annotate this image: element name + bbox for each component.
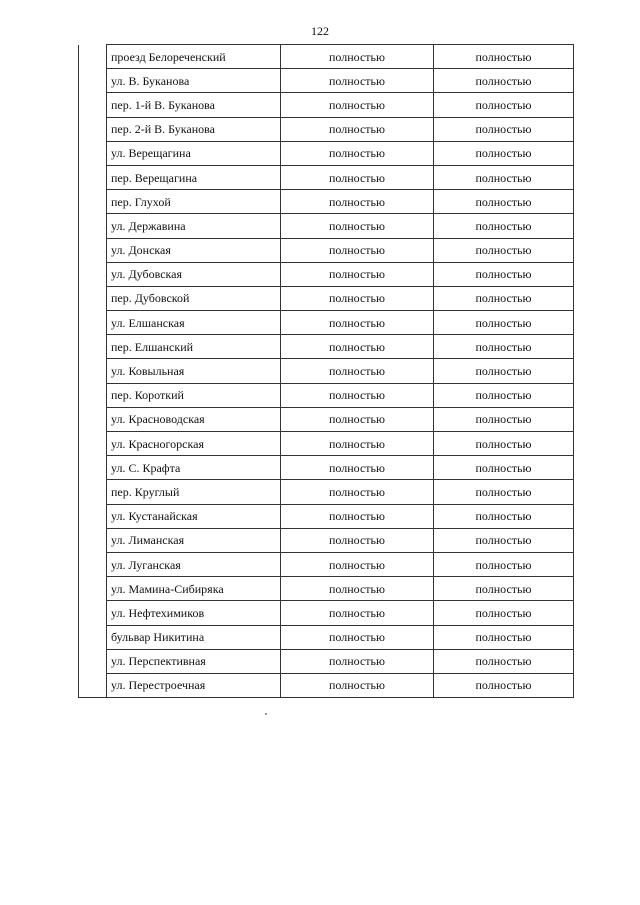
coverage-cell-a: полностью [281, 577, 434, 601]
row-number-cell [79, 528, 107, 552]
street-name-cell: ул. Лиманская [107, 528, 281, 552]
coverage-cell-b: полностью [434, 238, 574, 262]
table-row [79, 69, 574, 93]
coverage-cell-b: полностью [434, 93, 574, 117]
coverage-cell-b: полностью [434, 552, 574, 576]
table-row [79, 190, 574, 214]
coverage-cell-b: полностью [434, 649, 574, 673]
street-name-cell: пер. Глухой [107, 190, 281, 214]
street-name-cell: пер. Дубовской [107, 286, 281, 310]
street-name-cell: ул. Мамина-Сибиряка [107, 577, 281, 601]
row-number-cell [79, 141, 107, 165]
row-number-cell [79, 214, 107, 238]
coverage-cell-b: полностью [434, 141, 574, 165]
coverage-cell-a: полностью [281, 165, 434, 189]
row-number-cell [79, 335, 107, 359]
coverage-cell-a: полностью [281, 262, 434, 286]
street-name-cell: ул. Перспективная [107, 649, 281, 673]
street-name-cell: пер. Короткий [107, 383, 281, 407]
row-number-cell [79, 456, 107, 480]
street-name-cell: ул. Ковыльная [107, 359, 281, 383]
coverage-cell-a: полностью [281, 383, 434, 407]
coverage-cell-b: полностью [434, 601, 574, 625]
coverage-cell-a: полностью [281, 69, 434, 93]
row-number-cell [79, 190, 107, 214]
coverage-cell-b: полностью [434, 165, 574, 189]
table-row [79, 311, 574, 335]
coverage-cell-a: полностью [281, 141, 434, 165]
coverage-cell-b: полностью [434, 190, 574, 214]
row-number-cell [79, 432, 107, 456]
row-number-cell [79, 649, 107, 673]
row-number-cell [79, 552, 107, 576]
coverage-cell-b: полностью [434, 577, 574, 601]
table-row [79, 117, 574, 141]
table-row [79, 359, 574, 383]
street-name-cell: ул. Перестроечная [107, 673, 281, 697]
row-number-cell [79, 286, 107, 310]
street-name-cell: ул. Дубовская [107, 262, 281, 286]
coverage-cell-b: полностью [434, 286, 574, 310]
table-row [79, 262, 574, 286]
table-row [79, 286, 574, 310]
coverage-cell-a: полностью [281, 552, 434, 576]
coverage-cell-b: полностью [434, 673, 574, 697]
coverage-cell-b: полностью [434, 456, 574, 480]
coverage-cell-b: полностью [434, 407, 574, 431]
coverage-cell-a: полностью [281, 625, 434, 649]
street-name-cell: пер. Елшанский [107, 335, 281, 359]
coverage-cell-a: полностью [281, 601, 434, 625]
coverage-cell-a: полностью [281, 649, 434, 673]
row-number-cell [79, 69, 107, 93]
row-number-cell [79, 238, 107, 262]
table-row [79, 456, 574, 480]
row-number-cell [79, 117, 107, 141]
row-number-cell [79, 359, 107, 383]
street-name-cell: ул. С. Крафта [107, 456, 281, 480]
page-number: 122 [311, 24, 329, 38]
row-number-cell [79, 504, 107, 528]
coverage-cell-b: полностью [434, 432, 574, 456]
coverage-cell-a: полностью [281, 456, 434, 480]
coverage-cell-b: полностью [434, 117, 574, 141]
street-name-cell: бульвар Никитина [107, 625, 281, 649]
table-row [79, 528, 574, 552]
street-name-cell: ул. Луганская [107, 552, 281, 576]
coverage-cell-a: полностью [281, 117, 434, 141]
coverage-cell-b: полностью [434, 528, 574, 552]
street-name-cell: ул. Верещагина [107, 141, 281, 165]
coverage-cell-a: полностью [281, 214, 434, 238]
streets-table [78, 44, 574, 698]
street-name-cell: ул. Нефтехимиков [107, 601, 281, 625]
street-name-cell: ул. Кустанайская [107, 504, 281, 528]
table-row [79, 407, 574, 431]
row-number-cell [79, 673, 107, 697]
coverage-cell-b: полностью [434, 311, 574, 335]
table-row [79, 649, 574, 673]
table-row [79, 504, 574, 528]
coverage-cell-a: полностью [281, 286, 434, 310]
table-row [79, 673, 574, 697]
coverage-cell-a: полностью [281, 311, 434, 335]
scan-speck [265, 713, 267, 715]
coverage-cell-a: полностью [281, 528, 434, 552]
table-row [79, 577, 574, 601]
table-row [79, 165, 574, 189]
street-name-cell: ул. Державина [107, 214, 281, 238]
row-number-cell [79, 165, 107, 189]
coverage-cell-a: полностью [281, 238, 434, 262]
table-row [79, 383, 574, 407]
coverage-cell-a: полностью [281, 504, 434, 528]
street-name-cell: проезд Белореченский [107, 45, 281, 69]
coverage-cell-b: полностью [434, 383, 574, 407]
coverage-cell-a: полностью [281, 190, 434, 214]
street-name-cell: пер. 1-й В. Буканова [107, 93, 281, 117]
table-row [79, 432, 574, 456]
row-number-cell [79, 480, 107, 504]
coverage-cell-b: полностью [434, 359, 574, 383]
row-number-cell [79, 407, 107, 431]
street-name-cell: пер. 2-й В. Буканова [107, 117, 281, 141]
table-row [79, 238, 574, 262]
coverage-cell-a: полностью [281, 45, 434, 69]
coverage-cell-b: полностью [434, 335, 574, 359]
coverage-cell-a: полностью [281, 359, 434, 383]
row-number-cell [79, 262, 107, 286]
table-row [79, 480, 574, 504]
coverage-cell-b: полностью [434, 625, 574, 649]
coverage-cell-a: полностью [281, 335, 434, 359]
street-name-cell: ул. Донская [107, 238, 281, 262]
street-name-cell: ул. Елшанская [107, 311, 281, 335]
coverage-cell-b: полностью [434, 69, 574, 93]
coverage-cell-a: полностью [281, 432, 434, 456]
coverage-cell-b: полностью [434, 504, 574, 528]
coverage-cell-a: полностью [281, 480, 434, 504]
row-number-cell [79, 601, 107, 625]
street-name-cell: ул. В. Буканова [107, 69, 281, 93]
row-number-cell [79, 311, 107, 335]
table-row [79, 625, 574, 649]
row-number-cell [79, 625, 107, 649]
coverage-cell-b: полностью [434, 214, 574, 238]
table-row [79, 45, 574, 69]
street-name-cell: пер. Круглый [107, 480, 281, 504]
coverage-cell-a: полностью [281, 673, 434, 697]
table-row [79, 141, 574, 165]
table-row [79, 601, 574, 625]
coverage-cell-b: полностью [434, 480, 574, 504]
coverage-cell-b: полностью [434, 45, 574, 69]
row-number-cell [79, 383, 107, 407]
coverage-cell-a: полностью [281, 93, 434, 117]
table-row [79, 335, 574, 359]
streets-table-body [79, 45, 574, 698]
row-number-cell [79, 45, 107, 69]
street-name-cell: ул. Красноводская [107, 407, 281, 431]
table-row [79, 552, 574, 576]
table-row [79, 214, 574, 238]
street-name-cell: ул. Красногорская [107, 432, 281, 456]
row-number-cell [79, 93, 107, 117]
street-name-cell: пер. Верещагина [107, 165, 281, 189]
row-number-cell [79, 577, 107, 601]
coverage-cell-a: полностью [281, 407, 434, 431]
coverage-cell-b: полностью [434, 262, 574, 286]
table-row [79, 93, 574, 117]
